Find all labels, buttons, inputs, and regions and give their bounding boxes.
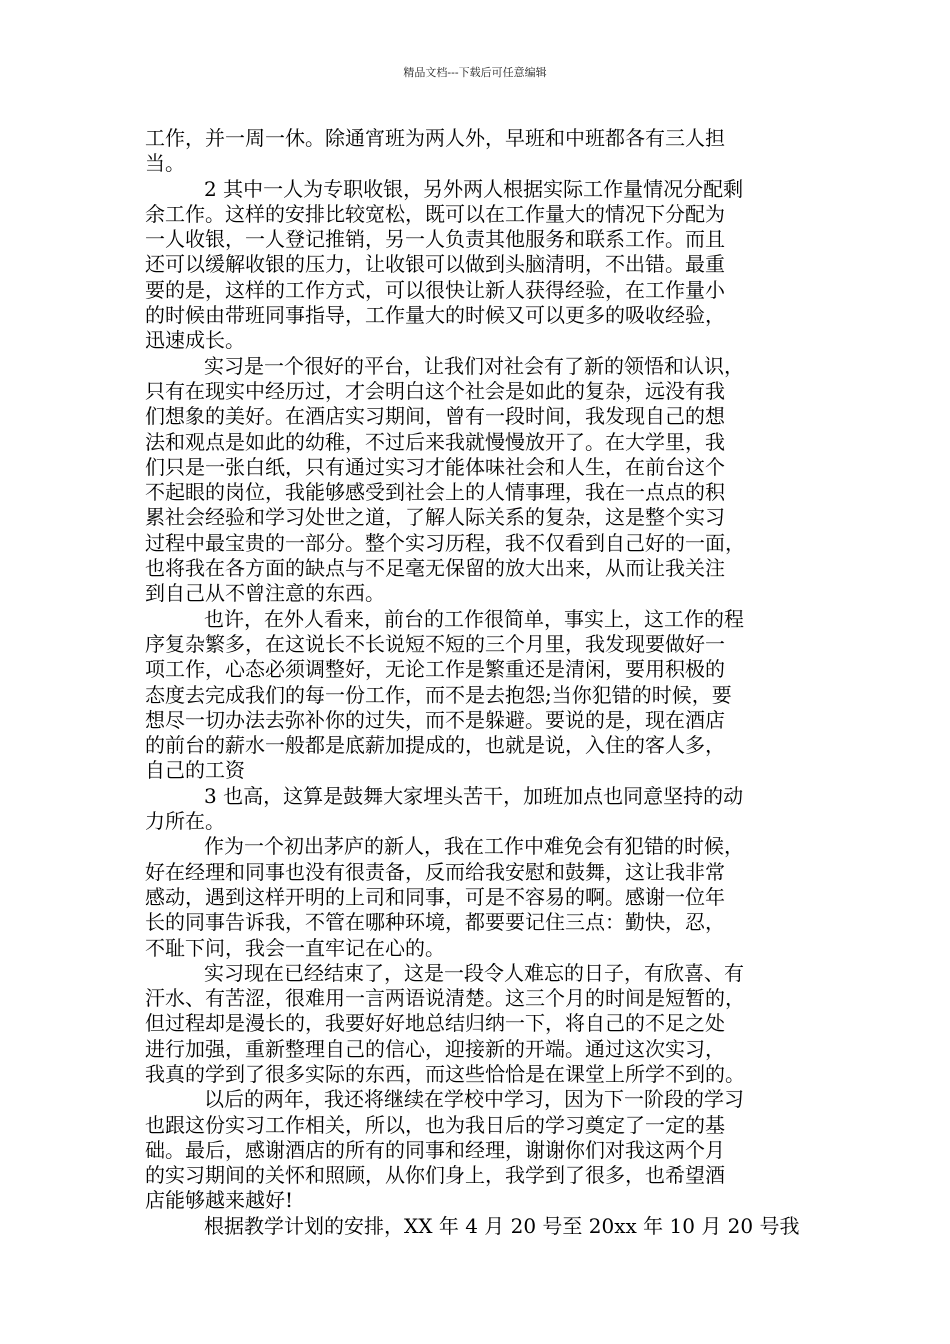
- text-line: 础。最后，感谢酒店的所有的同事和经理，谢谢你们对我这两个月: [145, 1137, 725, 1162]
- text-line: 累社会经验和学习处世之道，了解人际关系的复杂，这是整个实习: [145, 505, 725, 530]
- text-line: 想尽一切办法去弥补你的过失，而不是躲避。要说的是，现在酒店: [145, 707, 725, 732]
- text-line: 迅速成长。: [145, 328, 245, 353]
- text-line: 店能够越来越好!: [145, 1188, 294, 1213]
- text-line: 3 也高，这算是鼓舞大家埋头苦干，加班加点也同意坚持的动: [204, 783, 744, 808]
- text-line: 的实习期间的关怀和照顾，从你们身上，我学到了很多，也希望酒: [145, 1163, 725, 1188]
- text-line: 序复杂繁多，在这说长不长说短不短的三个月里，我发现要做好一: [145, 631, 725, 656]
- text-line: 也许，在外人看来，前台的工作很简单，事实上，这工作的程: [204, 606, 744, 631]
- text-line: 好在经理和同事也没有很责备，反而给我安慰和鼓舞，这让我非常: [145, 859, 725, 884]
- text-line: 一人收银，一人登记推销，另一人负责其他服务和联系工作。而且: [145, 227, 725, 252]
- text-line: 进行加强，重新整理自己的信心，迎接新的开端。通过这次实习，: [145, 1036, 725, 1061]
- text-line: 余工作。这样的安排比较宽松，既可以在工作量大的情况下分配为: [145, 201, 725, 226]
- text-line: 长的同事告诉我，不管在哪种环境，都要要记住三点：勤快，忍，: [145, 910, 725, 935]
- text-line: 实习是一个很好的平台，让我们对社会有了新的领悟和认识，: [204, 353, 744, 378]
- document-body: [145, 126, 811, 1239]
- text-line: 也将我在各方面的缺点与不足毫无保留的放大出来，从而让我关注: [145, 556, 725, 581]
- text-line: 过程中最宝贵的一部分。整个实习历程，我不仅看到自己好的一面，: [145, 530, 745, 555]
- text-line: 不起眼的岗位，我能够感受到社会上的人情事理，我在一点点的积: [145, 480, 725, 505]
- text-line: 当。: [145, 151, 185, 176]
- text-line: 工作，并一周一休。除通宵班为两人外，早班和中班都各有三人担: [145, 126, 725, 150]
- text-line: 实习现在已经结束了，这是一段令人难忘的日子，有欣喜、有: [204, 960, 744, 985]
- text-line: 的前台的薪水一般都是底薪加提成的，也就是说，入住的客人多，: [145, 733, 725, 758]
- text-line: 2 其中一人为专职收银，另外两人根据实际工作量情况分配剩: [204, 176, 744, 201]
- text-line: 汗水、有苦涩，很难用一言两语说清楚。这三个月的时间是短暂的，: [145, 986, 745, 1011]
- text-line: 们想象的美好。在酒店实习期间，曾有一段时间，我发现自己的想: [145, 404, 725, 429]
- text-line: 法和观点是如此的幼稚，不过后来我就慢慢放开了。在大学里，我: [145, 429, 725, 454]
- text-line: 到自己从不曾注意的东西。: [145, 581, 385, 606]
- text-line: 我真的学到了很多实际的东西，而这些恰恰是在课堂上所学不到的。: [145, 1061, 745, 1086]
- text-line: 也跟这份实习工作相关，所以，也为我日后的学习奠定了一定的基: [145, 1112, 725, 1137]
- text-line: 只有在现实中经历过，才会明白这个社会是如此的复杂，远没有我: [145, 378, 725, 403]
- text-line: 项工作，心态必须调整好，无论工作是繁重还是清闲，要用积极的: [145, 657, 725, 682]
- text-line: 力所在。: [145, 809, 225, 834]
- text-line: 感动，遇到这样开明的上司和同事，可是不容易的啊。感谢一位年: [145, 884, 725, 909]
- text-line: 以后的两年，我还将继续在学校中学习，因为下一阶段的学习: [204, 1087, 744, 1112]
- text-line: 要的是，这样的工作方式，可以很快让新人获得经验，在工作量小: [145, 277, 725, 302]
- text-line: 自己的工资: [145, 758, 245, 783]
- text-line: 们只是一张白纸，只有通过实习才能体味社会和人生，在前台这个: [145, 454, 725, 479]
- text-line: 作为一个初出茅庐的新人，我在工作中难免会有犯错的时候，: [204, 834, 744, 859]
- text-line: 根据教学计划的安排，XX 年 4 月 20 号至 20xx 年 10 月 20 号我: [204, 1213, 800, 1238]
- text-line: 的时候由带班同事指导，工作量大的时候又可以更多的吸收经验，: [145, 303, 725, 328]
- text-line: 态度去完成我们的每一份工作，而不是去抱怨;当你犯错的时候，要: [145, 682, 732, 707]
- text-line: 不耻下问，我会一直牢记在心的。: [145, 935, 445, 960]
- text-line: 但过程却是漫长的，我要好好地总结归纳一下，将自己的不足之处: [145, 1011, 725, 1036]
- text-line: 还可以缓解收银的压力，让收银可以做到头脑清明，不出错。最重: [145, 252, 725, 277]
- page-header: 精品文档---下载后可任意编辑: [403, 66, 547, 79]
